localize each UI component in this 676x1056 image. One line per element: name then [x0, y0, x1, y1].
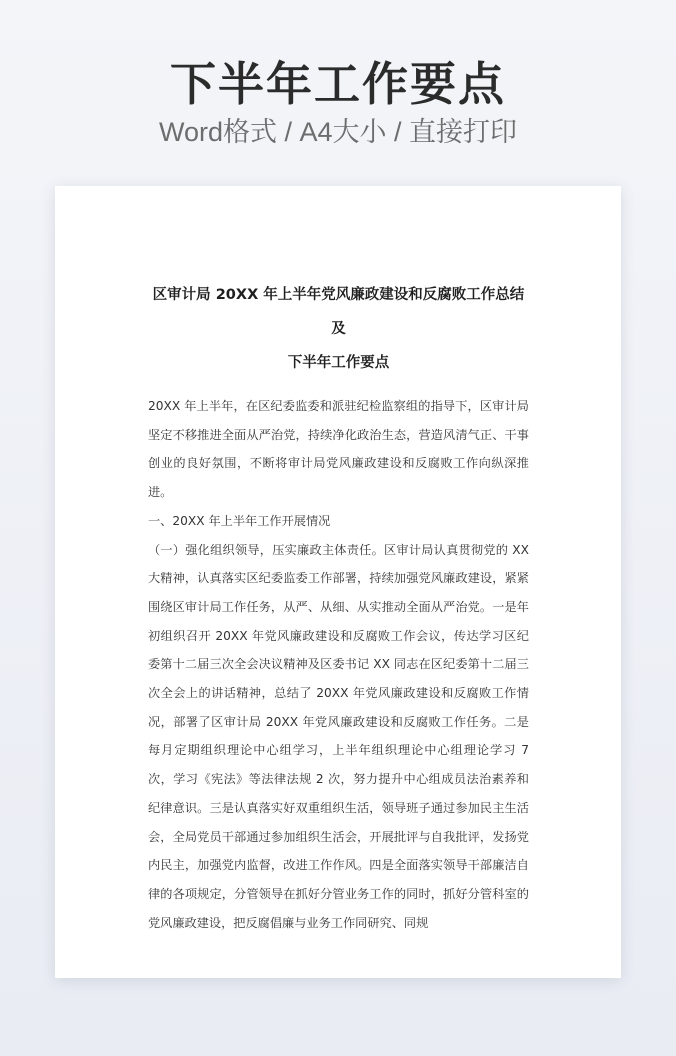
- document-title-line-2: 下半年工作要点: [287, 355, 390, 371]
- main-title: 下半年工作要点: [170, 57, 506, 111]
- section-heading: 一、20XX 年上半年工作开展情况: [148, 513, 331, 528]
- format-subtitle: Word格式 / A4大小 / 直接打印: [158, 116, 518, 147]
- intro-paragraph: 20XX 年上半年，在区纪委监委和派驻纪检监察组的指导下，区审计局坚定不移推进全面从严治党，持续净化政治生态，营造风清气正、干事创业的良好氛围，不断将审计局党风廉政建设和反腐败工作向纵深推进。: [148, 399, 529, 500]
- page-header: [0, 58, 676, 150]
- section-paragraph: （一）强化组织领导，压实廉政主体责任。区审计局认真贯彻党的 XX 大精神，认真落实区纪委监委工作部署，持续加强党风廉政建设，紧紧围绕区审计局工作任务，从严、从细、从实推动全面从严治党。一是年初组织召开 20XX 年党风廉政建设和反腐败工作会议，传达学习区纪委第十二届三次全会决议精神及区委书记 XX 同志在区纪委第十二届三次全会上的讲话精神，总结了 20XX 年党风廉政建设和反腐败工作情况，部署了区审计局 20XX 年党风廉政建设和反腐败工作任务。二是每月定期组织理论中心组学习，上半年组织理论中心组理论学习 7 次，学习《宪法》等法律法规 2 次，努力提升中心组成员法治素养和纪律意识。三是认真落实好双重组织生活，领导班子通过参加民主生活会，全局党员干部通过参加组织生活会，开展批评与自我批评，发扬党内民主，加强党内监督，改进工作作风。四是全面落实领导干部廉洁自律的各项规定，分管领导在抓好分管业务工作的同时，抓好分管科室的党风廉政建设，把反腐倡廉与业务工作同研究、同规: [148, 542, 529, 930]
- document-title-line-1: 区审计局 20XX 年上半年党风廉政建设和反腐败工作总结及: [152, 287, 525, 337]
- document-title: [148, 278, 529, 380]
- document-page: [55, 186, 621, 978]
